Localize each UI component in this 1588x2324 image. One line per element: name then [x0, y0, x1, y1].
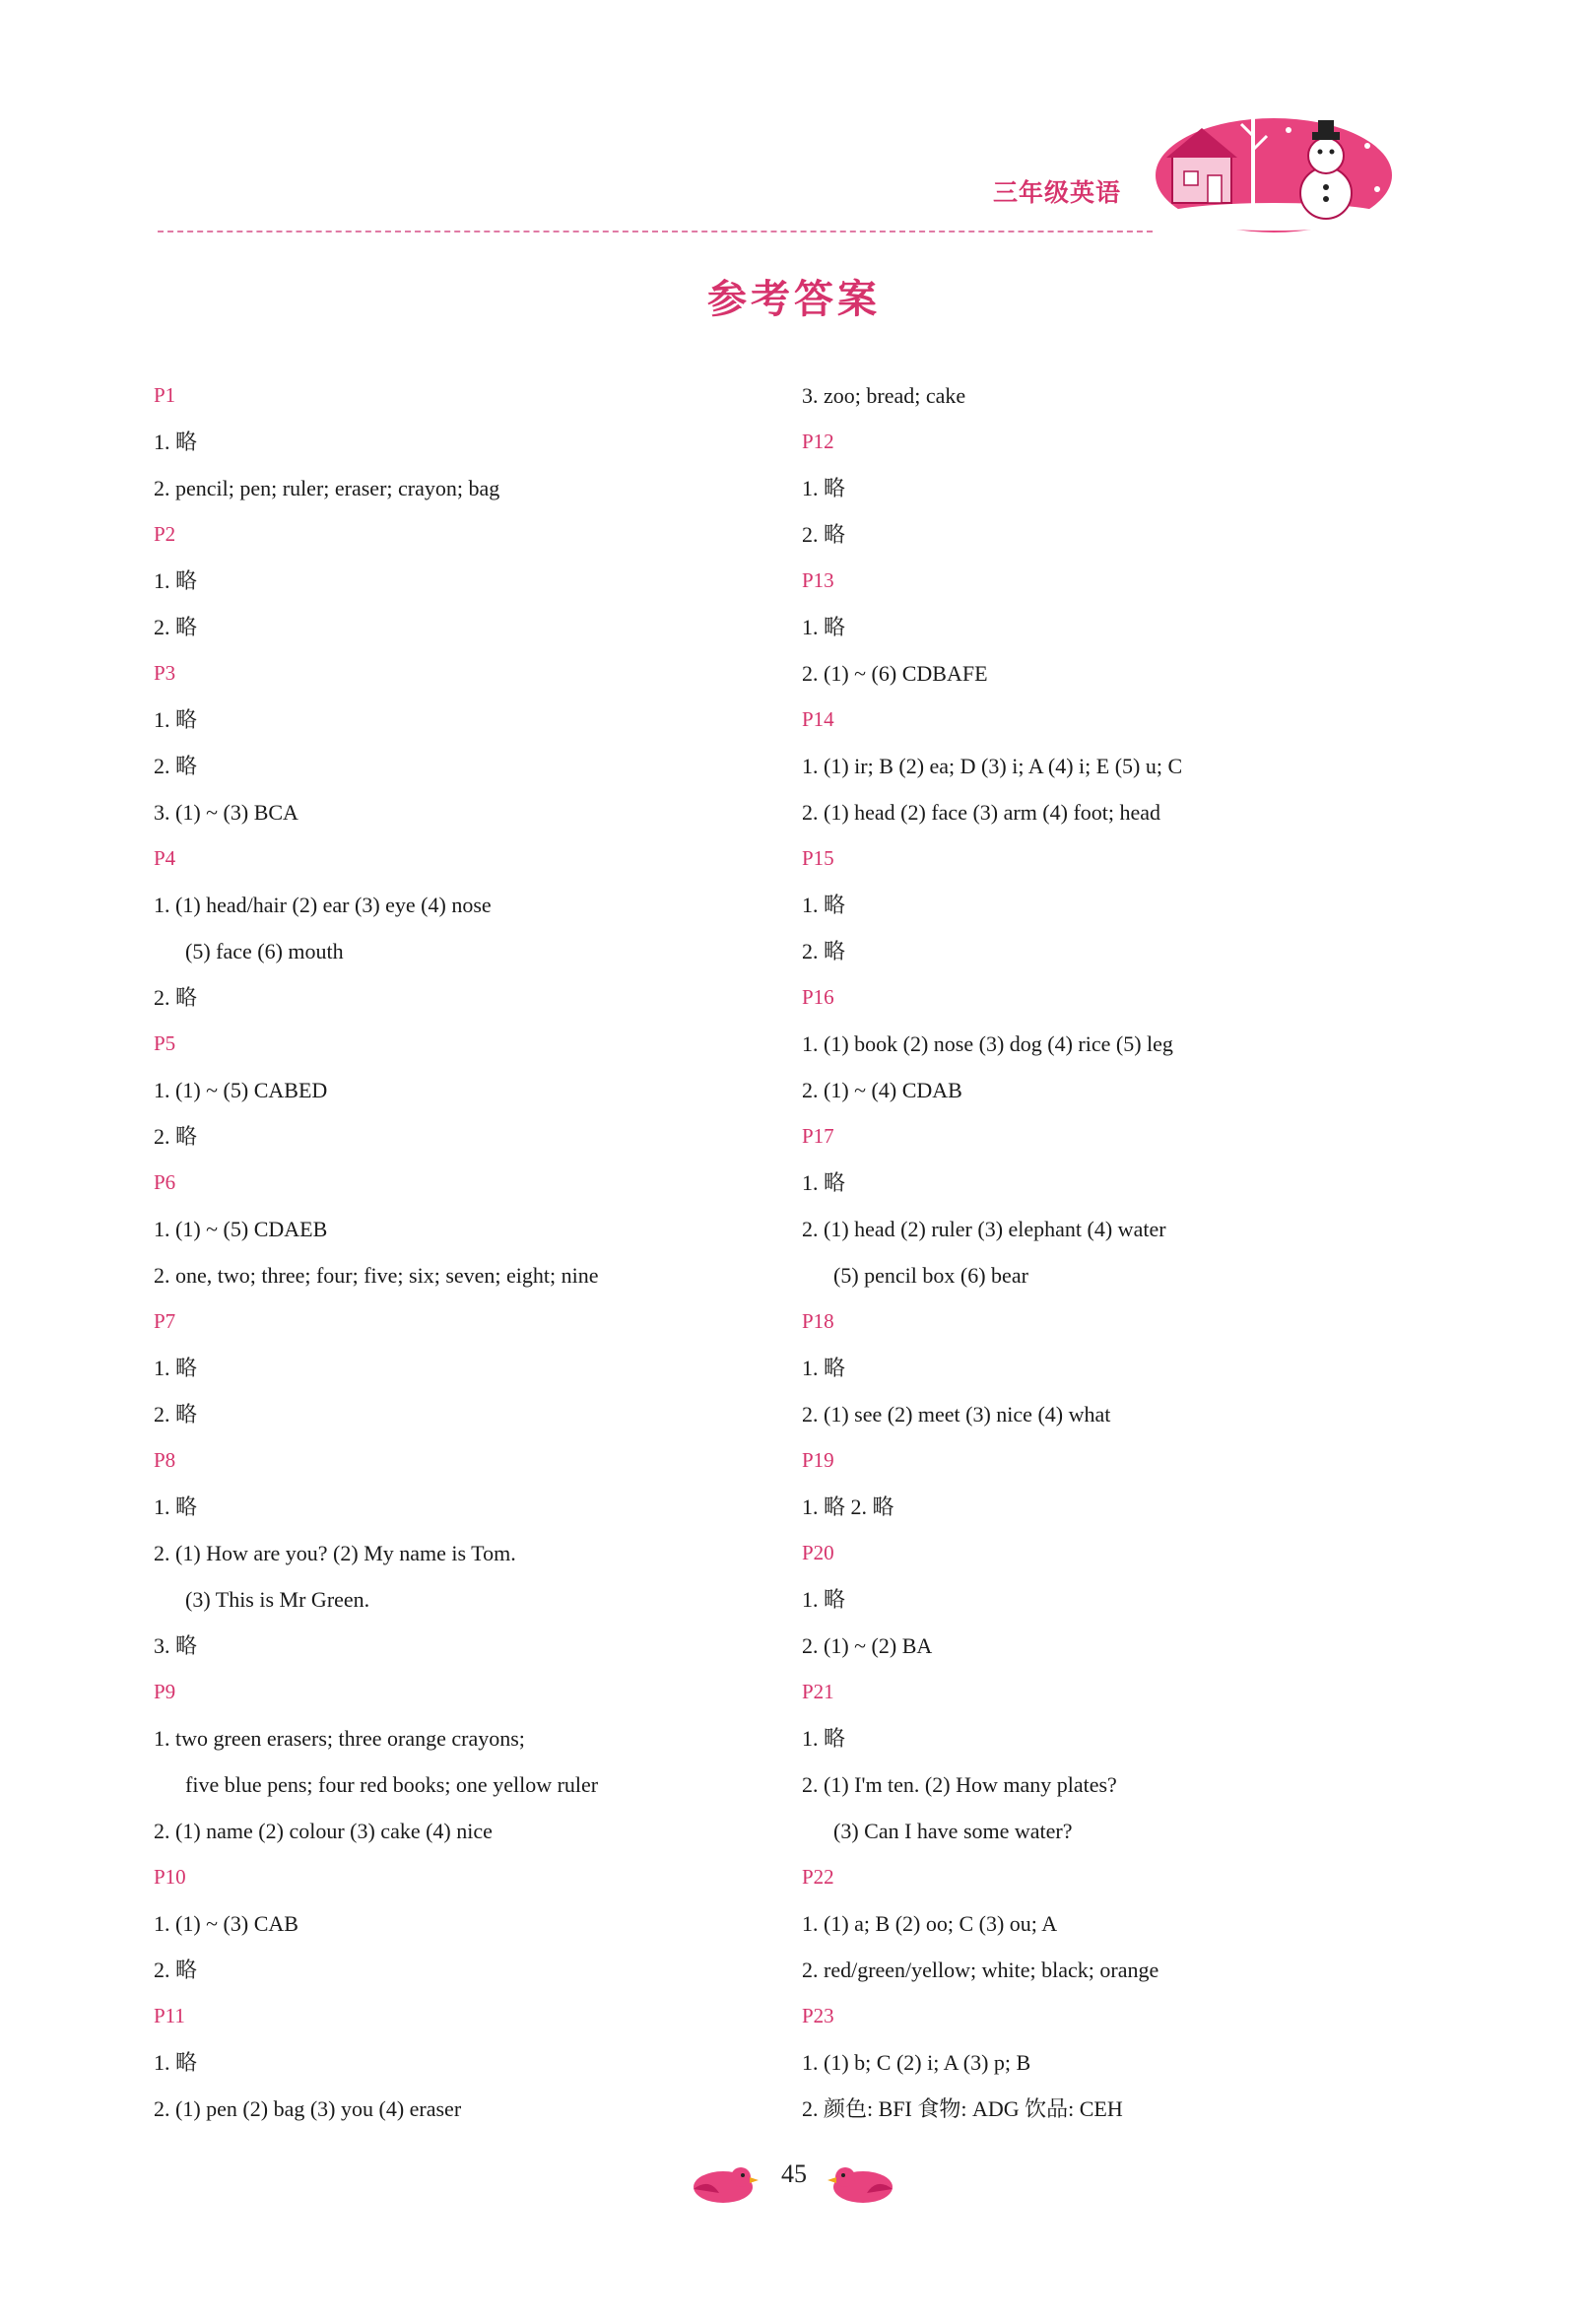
answer-line: 1. 略	[802, 615, 846, 639]
page-reference-label: P19	[802, 1448, 834, 1472]
page-reference-label: P9	[154, 1680, 176, 1703]
answer-line: (5) pencil box (6) bear	[833, 1263, 1028, 1288]
page-reference-label: P3	[154, 661, 176, 685]
answer-line: 3. (1) ~ (3) BCA	[154, 800, 298, 825]
page-reference-label: P16	[802, 985, 834, 1009]
answer-line: 2. red/green/yellow; white; black; orange	[802, 1958, 1159, 1982]
answer-line: 2. 略	[154, 1958, 198, 1982]
page-reference-label: P14	[802, 707, 834, 731]
answer-line: 1. 略	[154, 430, 198, 454]
answer-line: 1. (1) ~ (5) CDAEB	[154, 1217, 328, 1241]
answer-line: 1. 略	[154, 707, 198, 732]
answer-line: 1. (1) head/hair (2) ear (3) eye (4) nose	[154, 893, 492, 917]
page-reference-label: P18	[802, 1309, 834, 1333]
page-reference-label: P12	[802, 430, 834, 453]
answer-line: 2. (1) head (2) ruler (3) elephant (4) water	[802, 1217, 1166, 1241]
page-reference-label: P6	[154, 1170, 176, 1194]
page-reference-label: P5	[154, 1031, 176, 1055]
answer-line: 3. zoo; bread; cake	[802, 383, 966, 408]
answer-line: 1. two green erasers; three orange crayons;	[154, 1726, 525, 1751]
answer-line: 2. 略	[154, 1402, 198, 1427]
answer-line: 2. (1) name (2) colour (3) cake (4) nice	[154, 1819, 493, 1843]
answer-line: 1. 略	[154, 1356, 198, 1380]
page-reference-label: P17	[802, 1124, 834, 1148]
answer-line: 2. (1) ~ (2) BA	[802, 1633, 933, 1658]
answer-line: 2. 颜色: BFI 食物: ADG 饮品: CEH	[802, 2096, 1123, 2121]
answer-line: 1. 略	[802, 1170, 846, 1195]
answer-line: 2. 略	[802, 939, 846, 963]
answer-line: 2. 略	[154, 985, 198, 1010]
page-reference-label: P2	[154, 522, 176, 546]
answer-line: 1. (1) ~ (3) CAB	[154, 1911, 298, 1936]
answer-line: 2. (1) head (2) face (3) arm (4) foot; head	[802, 800, 1161, 825]
answer-line: 1. 略	[802, 476, 846, 500]
answer-line: 1. 略	[154, 568, 198, 593]
answer-line: 1. 略	[154, 2050, 198, 2075]
page-reference-label: P1	[154, 383, 176, 407]
bird-icon	[827, 2159, 906, 2207]
answer-line: 1. 略	[154, 1494, 198, 1519]
answer-line: 2. (1) pen (2) bag (3) you (4) eraser	[154, 2096, 462, 2121]
answer-line: 2. (1) see (2) meet (3) nice (4) what	[802, 1402, 1111, 1427]
answer-line: 1. 略	[802, 1726, 846, 1751]
header-divider	[158, 231, 1153, 232]
page-footer	[680, 2148, 908, 2207]
page-reference-label: P21	[802, 1680, 834, 1703]
page-reference-label: P15	[802, 846, 834, 870]
answer-line: (5) face (6) mouth	[185, 939, 344, 963]
answer-line: 1. 略	[802, 1587, 846, 1612]
page-reference-label: P8	[154, 1448, 176, 1472]
answer-line: 2. 略	[154, 1124, 198, 1149]
page-reference-label: P7	[154, 1309, 176, 1333]
answer-line: 2. (1) ~ (4) CDAB	[802, 1078, 962, 1102]
answer-line: 2. 略	[154, 754, 198, 778]
page-number: 45	[781, 2159, 807, 2188]
answer-line: (3) This is Mr Green.	[185, 1587, 370, 1612]
snowman-scene-icon	[1151, 106, 1397, 234]
answer-line: (3) Can I have some water?	[833, 1819, 1073, 1843]
page-reference-label: P20	[802, 1541, 834, 1564]
page-reference-label: P23	[802, 2004, 834, 2027]
answer-line: five blue pens; four red books; one yellow ruler	[185, 1772, 599, 1797]
answer-line: 2. (1) ~ (6) CDBAFE	[802, 661, 988, 686]
answer-line: 1. 略	[802, 893, 846, 917]
answer-line: 1. (1) ~ (5) CABED	[154, 1078, 328, 1102]
answer-line: 2. 略	[802, 522, 846, 547]
answer-line: 2. 略	[154, 615, 198, 639]
answer-column-left	[154, 372, 784, 2132]
answer-line: 1. (1) book (2) nose (3) dog (4) rice (5) leg	[802, 1031, 1173, 1056]
page-reference-label: P4	[154, 846, 176, 870]
answer-line: 2. one, two; three; four; five; six; seven; eight; nine	[154, 1263, 599, 1288]
answer-column-right	[802, 372, 1432, 2132]
subject-label: 三年级英语	[993, 178, 1122, 207]
page-reference-label: P22	[802, 1865, 834, 1889]
answer-line: 1. 略 2. 略	[802, 1494, 894, 1519]
answer-line: 2. pencil; pen; ruler; eraser; crayon; bag	[154, 476, 500, 500]
page-reference-label: P11	[154, 2004, 185, 2027]
answer-line: 1. (1) ir; B (2) ea; D (3) i; A (4) i; E (5) u; C	[802, 754, 1183, 778]
answer-line: 1. (1) a; B (2) oo; C (3) ou; A	[802, 1911, 1058, 1936]
page-reference-label: P13	[802, 568, 834, 592]
page-reference-label: P10	[154, 1865, 186, 1889]
answer-line: 1. (1) b; C (2) i; A (3) p; B	[802, 2050, 1031, 2075]
answer-line: 2. (1) I'm ten. (2) How many plates?	[802, 1772, 1117, 1797]
page-title: 参考答案	[707, 276, 881, 322]
answer-line: 3. 略	[154, 1633, 198, 1658]
answer-line: 2. (1) How are you? (2) My name is Tom.	[154, 1541, 516, 1565]
answer-line: 1. 略	[802, 1356, 846, 1380]
